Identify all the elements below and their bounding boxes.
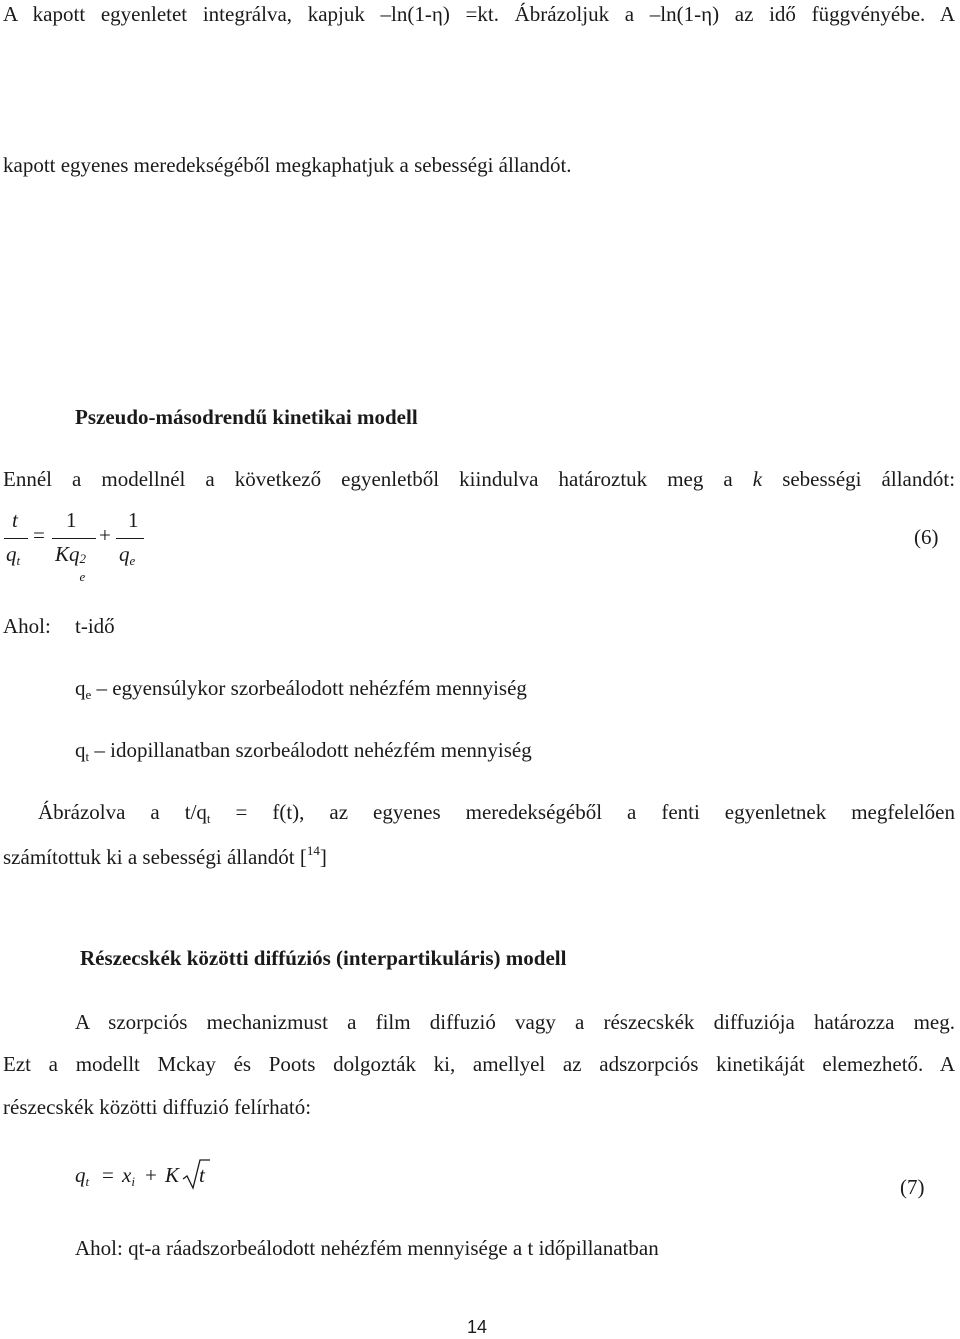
where-item: t-idő [75,614,115,638]
where-line: Ahol: qt-a ráadszorbeálodott nehézfém mennyisége a t időpillanatban [75,1236,659,1260]
eq-x: $x_i$ [122,1163,135,1189]
paragraph-line: részecskék közötti diffuzió felírható: [3,1095,312,1119]
fraction-bar [4,538,28,539]
fraction-bar [116,538,144,539]
eq-sqrt-arg: t [199,1163,205,1187]
paragraph-line: A szorpciós mechanizmust a film diffuzió vagy a részecskék diffuziója határozza meg. [75,1010,955,1034]
eq-q: $q_t$ [75,1163,90,1189]
eq-lhs-denominator: $q_t$ [6,542,21,568]
eq-plus: + [145,1163,157,1187]
paragraph-line: kapott egyenes meredekségéből megkaphatjuk a sebességi állandót. [3,153,572,177]
eq-term2-denominator: $q_e$ [119,542,136,568]
paragraph-line: Ezt a modellt Mckay és Poots dolgozták ki, amellyel az adszorpciós kinetikáját elemezhető. A [3,1052,955,1076]
eq-plus: + [99,523,111,547]
eq-term1-numerator: 1 [66,508,77,532]
plot-line: számítottuk ki a sebességi állandót [$^{14}$] [3,843,327,869]
k-symbol: k [752,467,763,491]
where-label: Ahol: [3,614,51,638]
eq-term1-denominator: Kq 2 e [55,542,87,584]
intro-line [3,467,955,492]
paragraph-line: A kapott egyenletet integrálva, kapjuk –ln(1-η) =kt. Ábrázoljuk a –ln(1-η) az idő függvényébe. A [3,2,955,26]
intro-text-end: sebességi állandót: [782,467,956,491]
eq-term2-numerator: 1 [128,508,139,532]
fraction-bar [52,538,96,539]
equation-number: (7) [900,1175,925,1199]
sqrt-sign-icon [181,1157,211,1191]
section-heading: Részecskék közötti diffúziós (interpartikuláris) modell [80,946,567,970]
equation-number: (6) [914,525,939,549]
eq-equals: = [33,523,45,547]
where-item: $q_e$ – egyensúlykor szorbeálodott nehézfém mennyiség [75,676,527,702]
plot-line: Ábrázolva a $t/q_t = f(t)$, az egyenes meredekségéből a fenti egyenletnek megfelelően [38,800,955,826]
eq-K: K [165,1163,180,1187]
section-heading: Pszeudo-másodrendű kinetikai modell [75,405,418,429]
where-item: $q_t$ – idopillanatban szorbeálodott nehézfém mennyiség [75,738,532,764]
eq-lhs-numerator: t [12,508,18,532]
citation-ref: 14 [306,843,320,858]
eq-equals: = [102,1163,114,1187]
intro-text: Ennél a modellnél a következő egyenletből kiindulva határoztuk meg a [3,467,733,491]
page-number: 14 [467,1317,488,1337]
